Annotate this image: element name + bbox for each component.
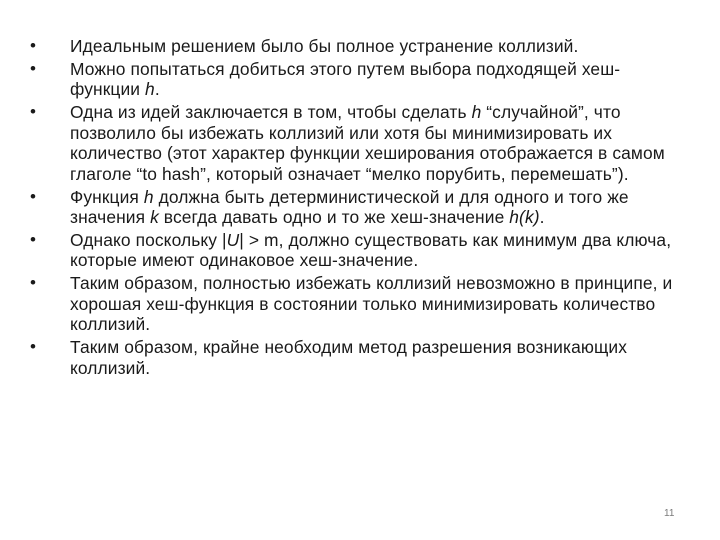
italic-variable: h	[471, 102, 482, 123]
text-run: Функция	[70, 186, 144, 207]
bullet-item	[30, 59, 690, 100]
bullet-text	[70, 273, 672, 334]
bullet-item	[30, 230, 690, 271]
text-run: .	[154, 79, 160, 100]
text-run: должна быть детерминистической и для одного и того же значения	[70, 186, 629, 228]
text-run: “случайной”, что позволило бы избежать коллизий или хотя бы минимизировать их количество (этот характер функции хеширования отображается в самом глаголе “to hash”, который означает “мелко порубить, перемешать”).	[70, 102, 665, 184]
bullet-text	[70, 59, 620, 99]
page-number: 11	[664, 508, 675, 519]
bullet-dot-icon: •	[30, 230, 37, 250]
text-run: Можно попытаться добиться этого путем выбора подходящей хеш-функции	[70, 59, 621, 100]
bullet-dot-icon: •	[30, 337, 37, 357]
text-run: Однако поскольку |	[70, 230, 227, 251]
italic-variable: U	[226, 230, 240, 251]
text-run: всегда давать одно и то же хеш-значение	[158, 207, 510, 228]
bullet-dot-icon: •	[30, 36, 37, 55]
italic-variable: h	[145, 79, 155, 100]
bullet-text	[70, 230, 671, 270]
text-run: Идеальным решением было бы полное устранение коллизий.	[70, 36, 579, 56]
italic-variable: k	[150, 207, 159, 228]
text-run: Одна из идей заключается в том, чтобы сделать	[70, 102, 472, 123]
bullet-text	[70, 187, 629, 227]
bullet-item	[30, 36, 690, 56]
text-run: | > m, должно существовать как минимум два ключа, которые имеют одинаковое хеш-значение.	[70, 230, 672, 271]
italic-variable: h	[143, 186, 154, 207]
bullet-text	[70, 337, 627, 377]
bullet-item	[30, 102, 690, 184]
bullet-item	[30, 273, 690, 334]
italic-variable: h(k)	[509, 207, 540, 228]
text-run: .	[539, 207, 545, 228]
bullet-list	[30, 36, 690, 381]
bullet-dot-icon: •	[30, 59, 37, 78]
bullet-dot-icon: •	[30, 186, 37, 206]
bullet-dot-icon: •	[30, 102, 37, 122]
text-run: Таким образом, полностью избежать коллизий невозможно в принципе, и хорошая хеш-функция в состоянии только минимизировать количество коллизий.	[70, 273, 673, 335]
text-run: Таким образом, крайне необходим метод разрешения возникающих коллизий.	[70, 337, 627, 378]
bullet-text	[70, 36, 578, 56]
bullet-text	[70, 102, 665, 183]
bullet-item	[30, 337, 690, 378]
bullet-dot-icon: •	[30, 273, 37, 293]
bullet-item	[30, 187, 690, 228]
